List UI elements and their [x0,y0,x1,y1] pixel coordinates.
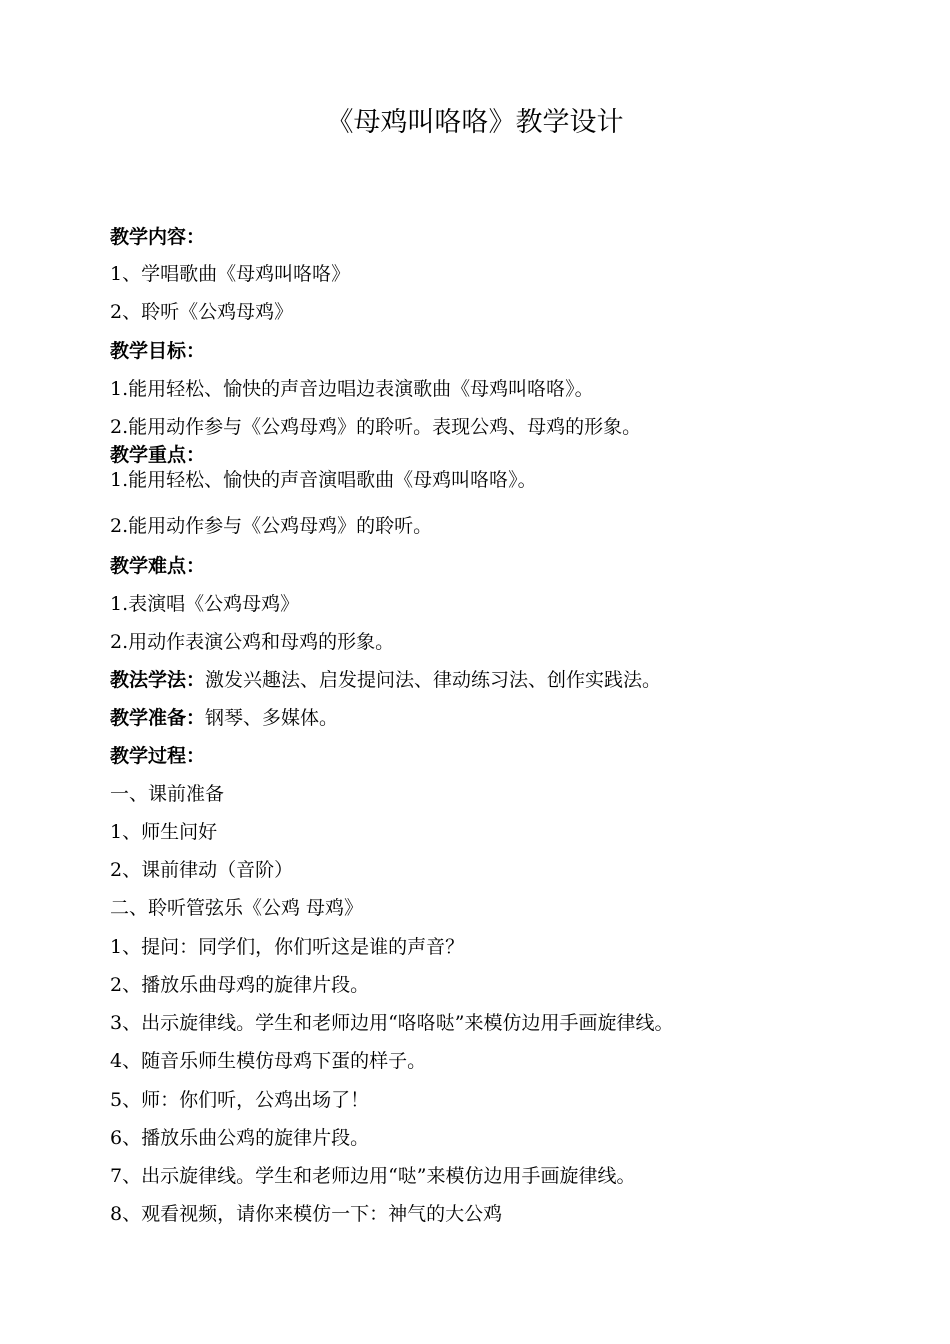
key-points-heading: 教学重点： [110,444,206,466]
process-step: 2、课前律动（音阶） [110,859,294,881]
difficulties-heading: 教学难点： [110,555,206,577]
preparation-heading: 教学准备： [110,707,206,729]
key-point-item: 2.能用动作参与《公鸡母鸡》的聆听。 [110,515,433,537]
methods-line [110,667,661,693]
difficulty-item: 1.表演唱《公鸡母鸡》 [110,593,300,615]
difficulty-item: 2.用动作表演公鸡和母鸡的形象。 [110,631,395,653]
methods-heading: 教法学法： [110,669,206,691]
process-heading: 教学过程： [110,745,206,767]
methods-text: 激发兴趣法、启发提问法、律动练习法、创作实践法。 [205,669,662,691]
preparation-line [110,705,338,731]
process-step: 8、观看视频，请你来模仿一下：神气的大公鸡 [110,1203,503,1225]
goal-item: 1.能用轻松、愉快的声音边唱边表演歌曲《母鸡叫咯咯》。 [110,378,594,400]
process-step: 1、师生问好 [110,821,218,843]
process-step: 2、播放乐曲母鸡的旋律片段。 [110,974,370,996]
content-item: 1、学唱歌曲《母鸡叫咯咯》 [110,263,351,285]
process-step: 4、随音乐师生模仿母鸡下蛋的样子。 [110,1050,427,1072]
preparation-text: 钢琴、多媒体。 [205,707,339,729]
key-point-item: 1.能用轻松、愉快的声音演唱歌曲《母鸡叫咯咯》。 [110,469,537,491]
document-title: 《母鸡叫咯咯》教学设计 [326,107,624,138]
process-section-title: 一、课前准备 [110,783,225,805]
process-step: 1、提问：同学们，你们听这是谁的声音？ [110,936,465,958]
process-step: 5、师：你们听，公鸡出场了！ [110,1089,370,1111]
process-step: 3、出示旋律线。学生和老师边用“咯咯哒”来模仿边用手画旋律线。 [110,1012,674,1034]
process-step: 6、播放乐曲公鸡的旋律片段。 [110,1127,370,1149]
process-step: 7、出示旋律线。学生和老师边用“哒”来模仿边用手画旋律线。 [110,1165,636,1187]
content-item: 2、聆听《公鸡母鸡》 [110,301,294,323]
goal-item: 2.能用动作参与《公鸡母鸡》的聆听。表现公鸡、母鸡的形象。 [110,416,642,438]
process-section-title: 二、聆听管弦乐《公鸡 母鸡》 [110,897,364,919]
goals-heading: 教学目标： [110,340,206,362]
content-heading: 教学内容： [110,226,206,248]
